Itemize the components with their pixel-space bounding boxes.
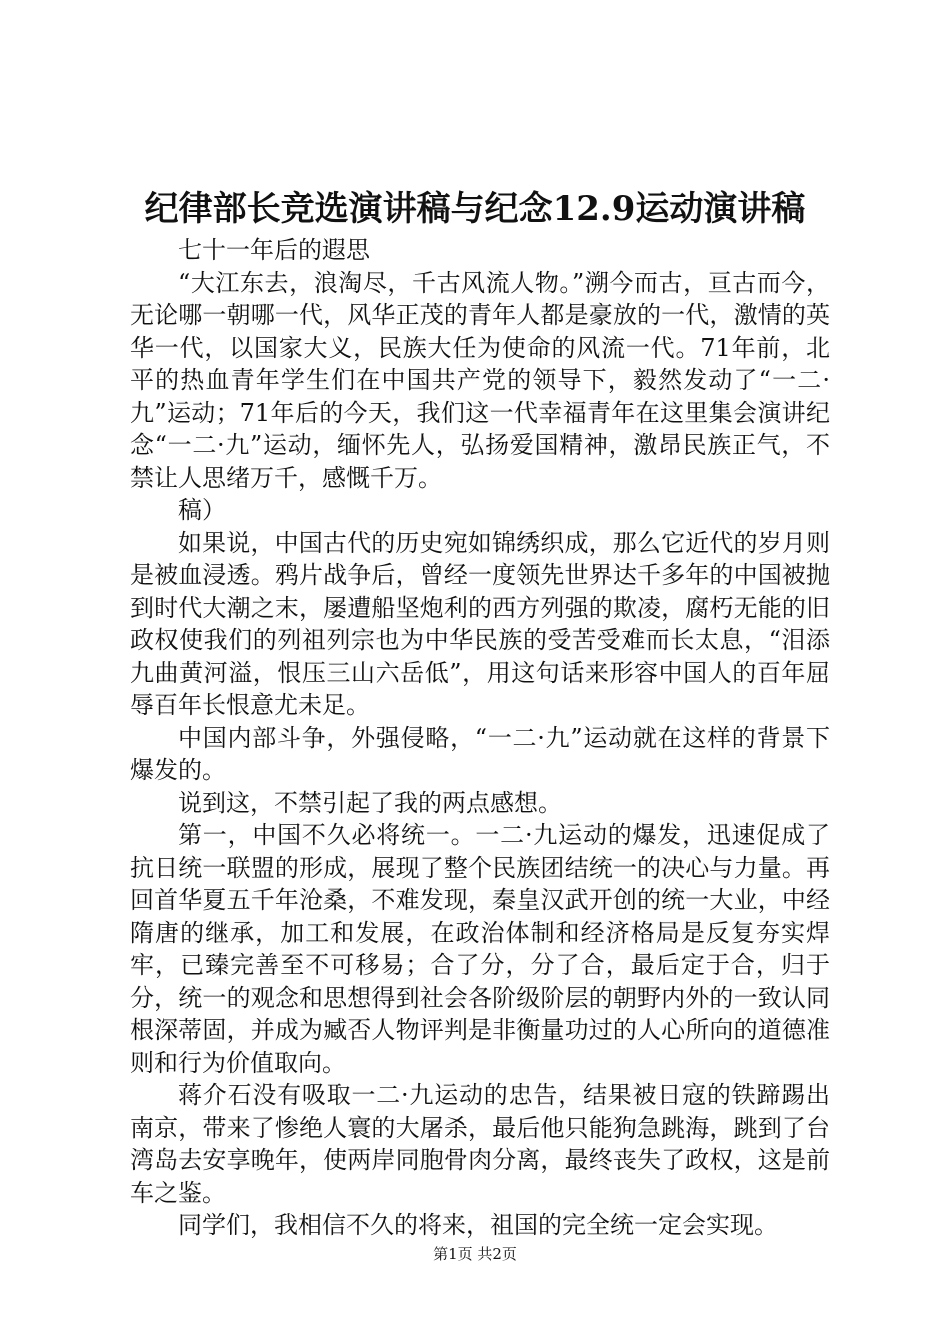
body-paragraph: 同学们，我相信不久的将来，祖国的完全统一定会实现。	[178, 1211, 778, 1239]
body-paragraph: 说到这，不禁引起了我的两点感想。	[178, 788, 562, 817]
subtitle-paragraph: 七十一年后的遐思	[178, 236, 370, 264]
body-paragraph: 稿）	[178, 496, 226, 524]
body-paragraph: 蒋介石没有吸取一二·九运动的忠告，结果被日寇的铁蹄踢出南京，带来了惨绝人寰的大屠杀，最后他只能狗急跳海，跳到了台湾岛去安享晚年，使两岸同胞骨肉分离，最终丧失了政权，这是前车之鉴。	[130, 1081, 830, 1207]
body-paragraph: 中国内部斗争，外强侵略，“一二·九”运动就在这样的背景下爆发的。	[130, 723, 830, 784]
body-paragraph: 第一，中国不久必将统一。一二·九运动的爆发，迅速促成了抗日统一联盟的形成，展现了整个民族团结统一的决心与力量。再回首华夏五千年沧桑，不难发现，秦皇汉武开创的统一大业，中经隋唐的继承，加工和发展，在政治体制和经济格局是反复夯实焊牢，已臻完善至不可移易；合了分，分了合，最后定于合，归于分，统一的观念和思想得到社会各阶级阶层的朝野内外的一致认同根深蒂固，并成为臧否人物评判是非衡量功过的人心所向的道德准则和行为价值取向。	[130, 821, 830, 1077]
document-title: 纪律部长竞选演讲稿与纪念12.9运动演讲稿	[144, 189, 806, 229]
page-footer: 第1页 共2页	[433, 1245, 517, 1263]
body-paragraph: “大江东去，浪淘尽，千古风流人物。”溯今而古，亘古而今，无论哪一朝哪一代，风华正茂的青年人都是豪放的一代，激情的英华一代，以国家大义，民族大任为使命的风流一代。71年前，北平的热血青年学生们在中国共产党的领导下，毅然发动了“一二·九”运动；71年后的今天，我们这一代幸福青年在这里集会演讲纪念“一二·九”运动，缅怀先人，弘扬爱国精神，激昂民族正气，不禁让人思绪万千，感慨千万。	[130, 268, 830, 492]
body-paragraph: 如果说，中国古代的历史宛如锦绣织成，那么它近代的岁月则是被血浸透。鸦片战争后，曾经一度领先世界达千多年的中国被抛到时代大潮之末，屡遭船坚炮利的西方列强的欺凌，腐朽无能的旧政权使我们的列祖列宗也为中华民族的受苦受难而长太息，“泪添九曲黄河溢，恨压三山六岳低”，用这句话来形容中国人的百年屈辱百年长恨意尤未足。	[130, 528, 830, 719]
document-body	[130, 234, 830, 1242]
